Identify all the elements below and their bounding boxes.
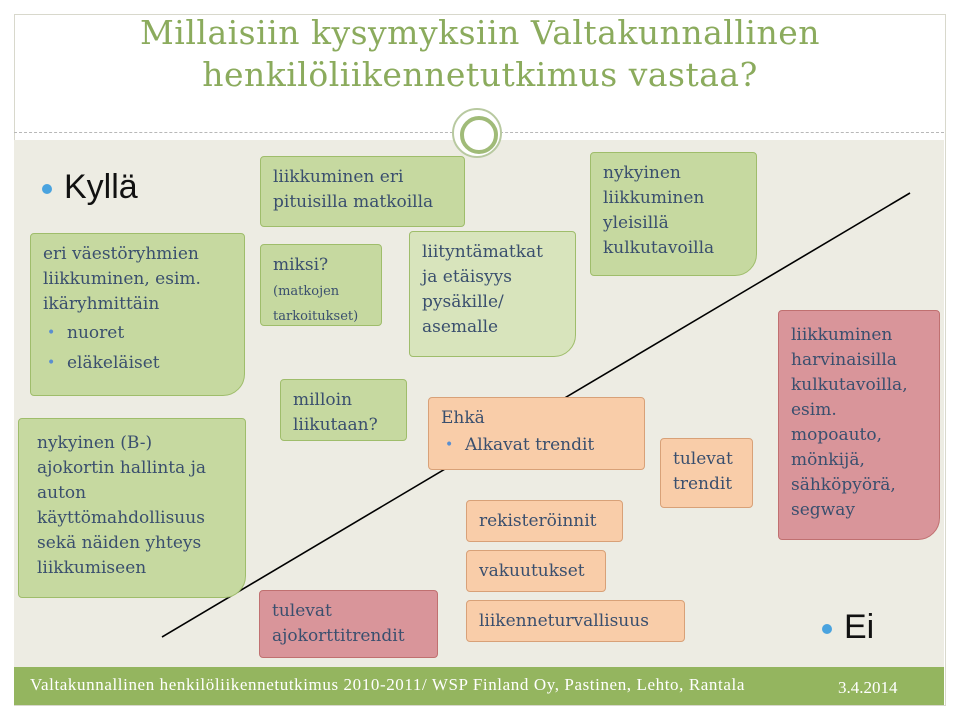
harvinaiset-kulkutavat-box: liikkuminen harvinaisilla kulkutavoilla, esim. mopoauto, mönkijä, sähköpyörä, segway xyxy=(778,310,940,540)
liityntamatkat-box: liityntämatkat ja etäisyys pysäkille/ asemalle xyxy=(409,231,576,357)
bullet-dot-icon xyxy=(42,184,52,194)
pituus-box: liikkuminen eri pituisilla matkoilla xyxy=(260,156,465,227)
bullet-alkavat-trendit: • Alkavat trendit xyxy=(441,433,632,458)
nykyinen-yleisilla-box: nykyinen liikkuminen yleisillä kulkutavoilla xyxy=(590,152,757,276)
vaestoryhmat-box: eri väestöryhmien liikkuminen, esim. ikäryhmittäin • nuoret • eläkeläiset xyxy=(30,233,245,396)
tulevat-ajokorttitrendit-box: tulevat ajokorttitrendit xyxy=(259,590,438,658)
footer-date: 3.4.2014 xyxy=(838,678,898,697)
ei-label: Ei xyxy=(822,608,874,647)
miksi-box xyxy=(260,244,382,326)
footer-text: Valtakunnallinen henkilöliikennetutkimus 2010-2011/ WSP Finland Oy, Pastinen, Lehto, Rantala xyxy=(30,675,745,694)
rekisteroinnit-box: rekisteröinnit xyxy=(466,500,623,542)
liikenneturvallisuus-box: liikenneturvallisuus xyxy=(466,600,685,642)
milloin-box: milloin liikutaan? xyxy=(280,379,407,441)
kylla-label: Kyllä xyxy=(42,168,138,207)
ajokortti-box: nykyinen (B-) ajokortin hallinta ja auton käyttömahdollisuus sekä näiden yhteys liikkumiseen xyxy=(18,418,246,598)
bullet-elakelaiset: • eläkeläiset xyxy=(43,351,232,376)
bullet-nuoret: • nuoret xyxy=(43,321,232,346)
miksi-sublabel: (matkojen tarkoitukset) xyxy=(273,284,359,324)
ehka-box xyxy=(428,397,645,470)
bullet-dot-icon xyxy=(822,624,832,634)
vakuutukset-box: vakuutukset xyxy=(466,550,606,592)
miksi-label: miksi? xyxy=(273,255,329,275)
title-line-2: henkilöliikennetutkimus vastaa? xyxy=(202,55,758,94)
tulevat-trendit-box: tulevat trendit xyxy=(660,438,753,508)
ehka-label: Ehkä xyxy=(441,408,485,428)
title-line-1: Millaisiin kysymyksiin Valtakunnallinen xyxy=(140,13,820,52)
